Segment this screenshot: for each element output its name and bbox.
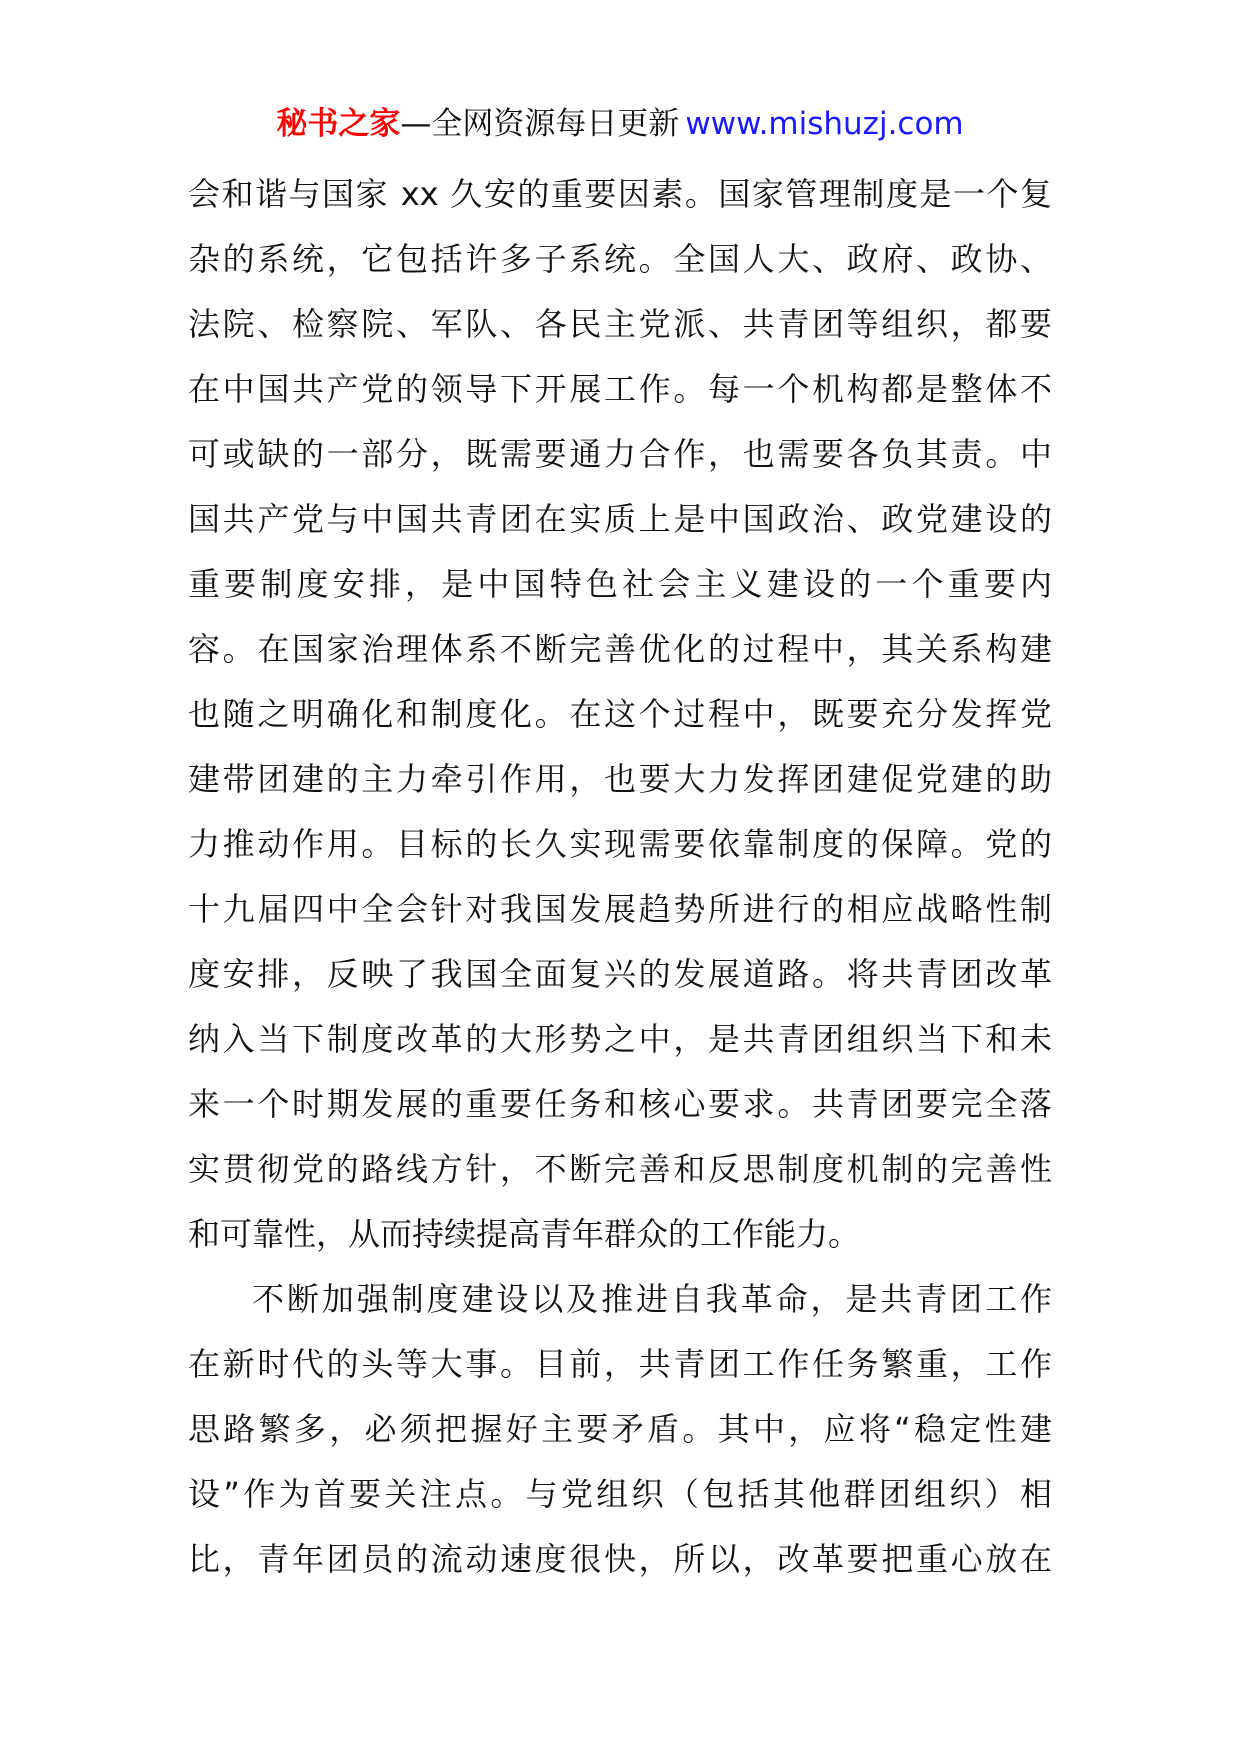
text-line: 会和谐与国家 xx 久安的重要因素。国家管理制度是一个复 (188, 175, 1052, 213)
paragraph-2 (188, 1267, 1052, 1592)
text-line: 可或缺的一部分，既需要通力合作，也需要各负其责。中 (188, 435, 1052, 473)
text-line: 来一个时期发展的重要任务和核心要求。共青团要完全落 (188, 1085, 1052, 1123)
text-line: 国共产党与中国共青团在实质上是中国政治、政党建设的 (188, 500, 1052, 538)
text-line: 设”作为首要关注点。与党组织（包括其他群团组织）相 (188, 1475, 1052, 1513)
text-line: 重要制度安排，是中国特色社会主义建设的一个重要内 (188, 565, 1052, 603)
text-line: 纳入当下制度改革的大形势之中，是共青团组织当下和未 (188, 1020, 1052, 1058)
text-line: 十九届四中全会针对我国发展趋势所进行的相应战略性制 (188, 890, 1052, 928)
text-line: 在中国共产党的领导下开展工作。每一个机构都是整体不 (188, 370, 1052, 408)
text-line: 容。在国家治理体系不断完善优化的过程中，其关系构建 (188, 630, 1052, 668)
text-line: 实贯彻党的路线方针，不断完善和反思制度机制的完善性 (188, 1150, 1052, 1188)
text-line: 度安排，反映了我国全面复兴的发展道路。将共青团改革 (188, 955, 1052, 993)
header-brand: 秘书之家 (276, 106, 401, 142)
paragraph-1 (188, 162, 1052, 1267)
header-tagline: —全网资源每日更新 (400, 106, 680, 142)
text-line: 和可靠性，从而持续提高青年群众的工作能力。 (188, 1215, 861, 1253)
text-line: 在新时代的头等大事。目前，共青团工作任务繁重，工作 (188, 1345, 1052, 1383)
text-line: 杂的系统，它包括许多子系统。全国人大、政府、政协、 (188, 240, 1052, 278)
header-url-link[interactable]: www.mishuzj.com (685, 106, 964, 142)
document-body (188, 162, 1052, 1592)
text-line: 力推动作用。目标的长久实现需要依靠制度的保障。党的 (188, 825, 1052, 863)
text-line: 不断加强制度建设以及推进自我革命，是共青团工作 (252, 1280, 1052, 1318)
text-line: 法院、检察院、军队、各民主党派、共青团等组织，都要 (188, 305, 1052, 343)
text-line: 建带团建的主力牵引作用，也要大力发挥团建促党建的助 (188, 760, 1052, 798)
text-line: 思路繁多，必须把握好主要矛盾。其中，应将“稳定性建 (188, 1410, 1052, 1448)
text-line: 比，青年团员的流动速度很快，所以，改革要把重心放在 (188, 1540, 1052, 1578)
page-header (0, 104, 1240, 144)
text-line: 也随之明确化和制度化。在这个过程中，既要充分发挥党 (188, 695, 1052, 733)
